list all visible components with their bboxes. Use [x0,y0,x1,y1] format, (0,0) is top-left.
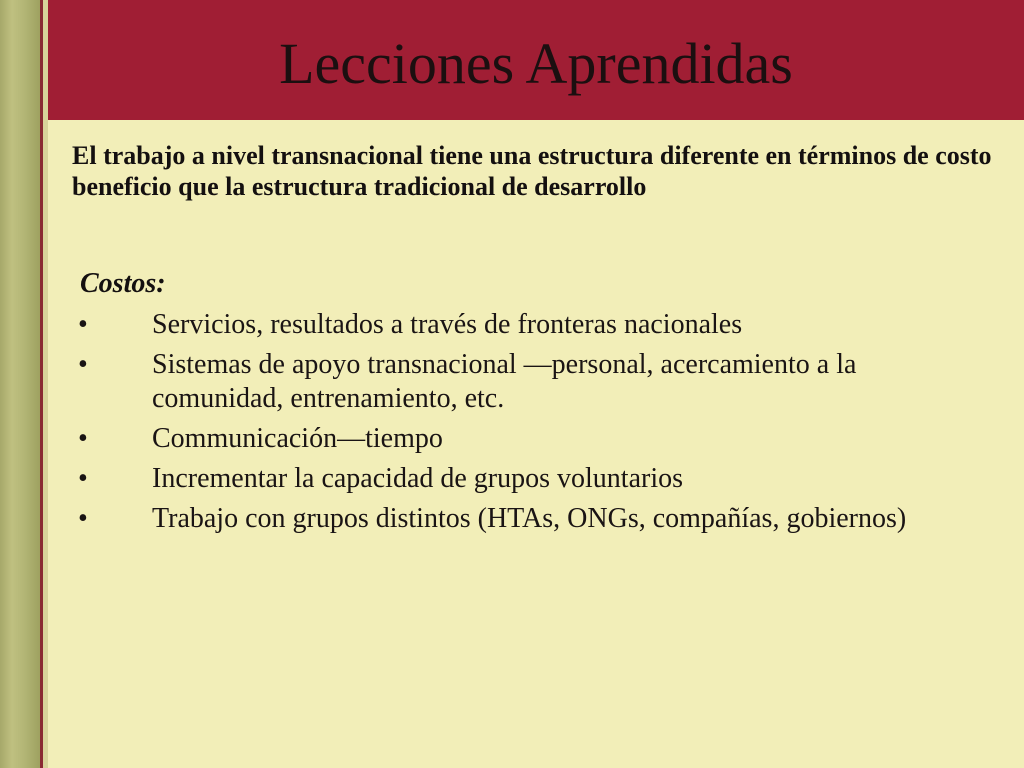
bullet-text: Incrementar la capacidad de grupos voluntarios [152,463,684,494]
list-item [72,422,972,456]
divider-line [40,0,48,768]
list-item [72,502,972,536]
list-item [72,308,972,342]
bullet-text: Communicación—tiempo [152,423,443,454]
list-item [72,462,972,496]
slide-title: Lecciones Aprendidas [279,31,793,96]
costs-label: Costos: [80,268,166,299]
bullet-text: Servicios, resultados a través de fronteras nacionales [152,309,743,340]
intro-text: El trabajo a nivel transnacional tiene una estructura diferente en términos de costo beneficio que la estructura tradicional de desarrollo [72,141,992,201]
bullet-text: Sistemas de apoyo transnacional —personal, acercamiento a la comunidad, entrenamiento, etc. [152,349,857,414]
cost-bullet-list [72,308,972,542]
bullet-icon: • [78,503,88,534]
left-decorative-strip [0,0,40,768]
bullet-icon: • [78,423,88,454]
bullet-icon: • [78,349,88,380]
bullet-icon: • [78,309,88,340]
bullet-text: Trabajo con grupos distintos (HTAs, ONGs, compañías, gobiernos) [152,503,907,534]
bullet-icon: • [78,463,88,494]
list-item [72,348,972,416]
